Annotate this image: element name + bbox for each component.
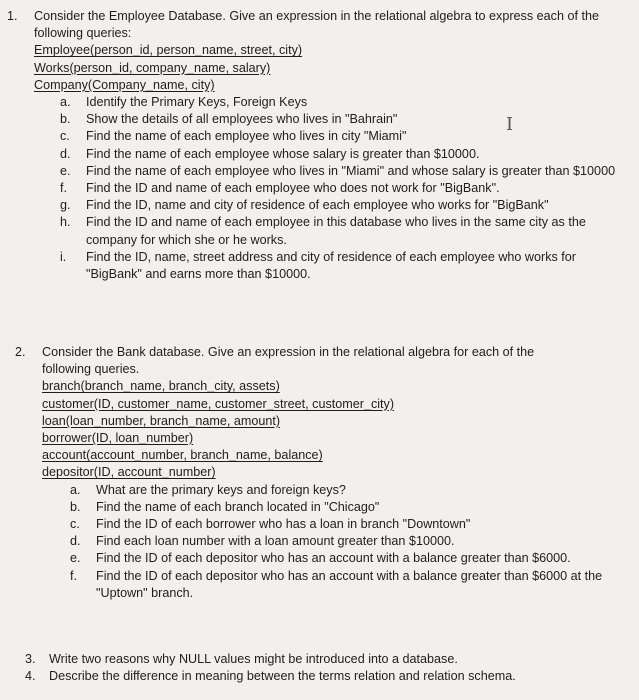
question-intro: Consider the Bank database. Give an expression in the relational algebra for each of the following queries. xyxy=(42,345,535,377)
question-4 xyxy=(25,668,625,685)
sub-question xyxy=(70,516,633,533)
sub-text: Find the ID and name of each employee in this database who lives in the same city as the company for which she or he works. xyxy=(86,215,586,247)
sub-label: h. xyxy=(60,215,71,230)
sub-question xyxy=(70,550,633,567)
sub-label: f. xyxy=(60,181,67,196)
relation-schema: account(account_number, branch_name, balance) xyxy=(42,448,323,463)
sub-question xyxy=(60,146,633,163)
sub-text: Find the ID of each borrower who has a loan in branch "Downtown" xyxy=(96,517,471,532)
question-number: 4. xyxy=(25,669,36,683)
sub-text: Find the ID, name, street address and city of residence of each employee who works for "BigBank" and earns more than $10000. xyxy=(86,249,577,282)
sub-text: Find the ID and name of each employee who does not work for "BigBank". xyxy=(86,181,500,196)
question-1 xyxy=(7,8,633,283)
sub-question xyxy=(70,533,633,550)
sub-text: Identify the Primary Keys, Foreign Keys xyxy=(86,95,308,110)
sub-text: What are the primary keys and foreign keys? xyxy=(96,482,346,497)
relation-schema: customer(ID, customer_name, customer_street, customer_city) xyxy=(42,396,395,411)
sub-question xyxy=(70,499,633,516)
sub-question xyxy=(70,482,633,499)
sub-text: Find the name of each employee who lives in "Miami" and whose salary is greater than $10000 xyxy=(86,163,616,178)
sub-text: Show the details of all employees who lives in "Bahrain" xyxy=(86,112,398,127)
sub-question xyxy=(60,197,633,214)
sub-text: Find the ID of each depositor who has an account with a balance greater than $6000. xyxy=(96,551,571,566)
relation-schema: depositor(ID, account_number) xyxy=(42,465,216,480)
sub-question xyxy=(60,128,633,145)
sub-label: i. xyxy=(60,249,67,264)
sub-label: c. xyxy=(70,517,80,532)
sub-label: d. xyxy=(70,534,81,549)
sub-label: a. xyxy=(70,482,81,497)
relation-schema: Works(person_id, company_name, salary) xyxy=(34,60,271,75)
relation-schema: Employee(person_id, person_name, street, city) xyxy=(34,43,303,58)
sub-label: g. xyxy=(60,198,71,213)
relation-schema: loan(loan_number, branch_name, amount) xyxy=(42,413,281,428)
relation-schema: borrower(ID, loan_number) xyxy=(42,431,194,446)
sub-question xyxy=(60,94,633,111)
relation-schema: branch(branch_name, branch_city, assets) xyxy=(42,379,280,394)
sub-label: d. xyxy=(60,146,71,161)
sub-label: a. xyxy=(60,95,71,110)
sub-text: Find the name of each employee whose salary is greater than $10000. xyxy=(86,146,480,161)
sub-question-list xyxy=(60,94,633,283)
sub-label: b. xyxy=(60,112,71,127)
sub-label: e. xyxy=(70,551,81,566)
question-number: 3. xyxy=(25,652,36,666)
sub-label: f. xyxy=(70,568,77,583)
question-intro: Consider the Employee Database. Give an expression in the relational algebra to express each of the following queries: xyxy=(34,9,599,41)
question-number: 1. xyxy=(7,9,18,23)
sub-question xyxy=(60,249,633,283)
sub-label: b. xyxy=(70,499,81,514)
sub-question xyxy=(60,180,633,197)
sub-question xyxy=(70,568,633,602)
sub-text: Find the name of each branch located in "Chicago" xyxy=(96,499,380,514)
sub-text: Find each loan number with a loan amount greater than $10000. xyxy=(96,534,455,549)
text-cursor-icon: I xyxy=(506,114,514,135)
sub-text: Find the name of each employee who lives in city "Miami" xyxy=(86,129,407,144)
relation-schema: Company(Company_name, city) xyxy=(34,77,215,92)
sub-label: e. xyxy=(60,163,71,178)
question-number: 2. xyxy=(15,345,26,359)
sub-question xyxy=(60,163,633,180)
sub-question xyxy=(60,111,633,128)
sub-question-list xyxy=(70,482,633,602)
sub-text: Find the ID of each depositor who has an account with a balance greater than $6000 at the "Uptown" branch. xyxy=(96,568,603,600)
question-text: Describe the difference in meaning between the terms relation and relation schema. xyxy=(49,669,516,683)
question-2 xyxy=(15,344,633,602)
sub-text: Find the ID, name and city of residence of each employee who works for "BigBank" xyxy=(86,198,549,213)
question-text: Write two reasons why NULL values might be introduced into a database. xyxy=(49,652,458,666)
sub-label: c. xyxy=(60,129,70,144)
question-3 xyxy=(25,651,625,668)
sub-question xyxy=(60,214,633,248)
